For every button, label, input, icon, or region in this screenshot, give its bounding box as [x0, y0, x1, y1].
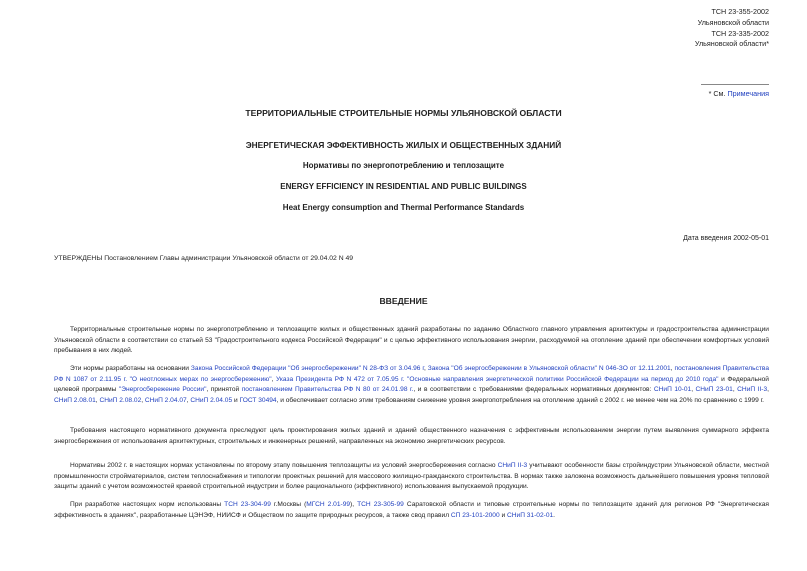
paragraph-text: и Федеральной целевой программы: [54, 375, 769, 394]
reference-link[interactable]: Указа Президента РФ N 472 от 7.05.95 г. "Основные направления энергетической политики Российской Федерации на период до 2010 года": [275, 375, 719, 383]
reference-link[interactable]: СНиП 10-01: [653, 386, 692, 394]
reference-link[interactable]: Закона Российской Федерации "Об энергосбережении" N 28-ФЗ от 3.04.96 г: [190, 365, 425, 372]
paragraph-text: ),: [350, 501, 358, 508]
paragraph-text: ,: [424, 365, 428, 372]
paragraph-text: ,: [732, 386, 738, 394]
paragraph-text: и: [499, 511, 507, 519]
paragraph-text: ,: [767, 386, 769, 394]
paragraph-text: г.Москвы (: [270, 501, 307, 508]
paragraph-text: ,: [95, 397, 100, 405]
footnote: [709, 89, 769, 98]
paragraph-text: Саратовской области и типовые строительные нормы по теплозащите зданий для регионов РФ "Энергетическая эффективность в зданиях", разработанные ЦЭНЭФ, НИИСФ и Обществом по защите природных ресурсов, а также свод правил: [54, 501, 769, 519]
paragraph-text: и: [232, 397, 240, 405]
paragraph-4: [54, 461, 769, 493]
document-codes: [695, 7, 769, 50]
notes-link[interactable]: Примечания: [727, 89, 769, 98]
reference-link[interactable]: ГОСТ 30494: [239, 397, 277, 405]
approval-line: УТВЕРЖДЕНЫ Постановлением Главы администрации Ульяновской области от 29.04.02 N 49: [54, 255, 354, 262]
reference-link[interactable]: СНиП 2.04.05: [190, 397, 233, 405]
document-title-en: ENERGY EFFICIENCY IN RESIDENTIAL AND PUBLIC BUILDINGS: [280, 182, 527, 191]
paragraph-1: Территориальные строительные нормы по энергопотреблению и теплозащите жилых и общественных зданий разработаны по заданию Областного главного управления архитектуры и градостроительства администрации Ульяновской области в соответствии со статьей 53 "Градостроительного кодекса Российской Федерации" и с целью эффективного использования энергии, расходуемой на отопление зданий при обеспечении комфортных условий пребывания в них людей.: [54, 326, 769, 355]
reference-link[interactable]: СП 23-101-2000: [450, 511, 500, 519]
paragraph-text: ,: [670, 365, 675, 372]
reference-link[interactable]: "Энергосбережение России": [118, 386, 207, 394]
reference-link[interactable]: СНиП 2.04.07: [144, 397, 187, 405]
footnote-text: * См.: [708, 89, 726, 98]
section-heading: ВВЕДЕНИЕ: [379, 296, 428, 306]
reference-link[interactable]: СНиП II-3: [737, 386, 768, 394]
reference-link[interactable]: СНиП 31-02-01: [506, 511, 554, 519]
reference-link[interactable]: ТСН 23-304-99: [224, 501, 271, 508]
paragraph-text: Эти нормы разработаны на основании: [70, 365, 191, 372]
code-line: Ульяновской области*: [694, 39, 769, 49]
footnote-divider: [701, 84, 769, 85]
page-title: ТЕРРИТОРИАЛЬНЫЕ СТРОИТЕЛЬНЫЕ НОРМЫ УЛЬЯНОВСКОЙ ОБЛАСТИ: [245, 108, 562, 118]
reference-link[interactable]: постановления Правительства РФ N 1087 от 2.11.95 г. "О неотложных мерах по энергосбережению": [54, 365, 769, 383]
reference-link[interactable]: постановлением Правительства РФ N 80 от 24.01.98 г.: [241, 386, 414, 394]
reference-link[interactable]: Закона "Об энергосбережении в Ульяновской области" N 046-ЗО от 12.11.2001: [427, 365, 671, 372]
paragraph-text: ,: [271, 375, 276, 383]
reference-link[interactable]: МГСН 2.01-99: [306, 501, 351, 508]
paragraph-5: [54, 500, 769, 521]
document-subtitle-en: Heat Energy consumption and Thermal Performance Standards: [282, 203, 525, 212]
effective-date: Дата введения 2002-05-01: [683, 235, 769, 242]
code-line: ТСН 23-335-2002: [711, 28, 769, 38]
paragraph-text: учитывают особенности базы стройиндустрии Ульяновской области, местной промышленности стройматериалов, систем теплоснабжения и типологии проектных решений для массового жилищно-гражданского строительства. В нормах также заложена возможность дальнейшего повышения уровня тепловой защиты зданий с учетом возможностей краевой строительной индустрии и более рационального (эффективного) использования выпускаемой продукции.: [54, 462, 769, 491]
reference-link[interactable]: СНиП II-3: [497, 462, 528, 469]
code-line: Ульяновской области: [697, 17, 769, 27]
code-line: ТСН 23-355-2002: [711, 7, 769, 16]
reference-link[interactable]: СНиП 2.08.01: [54, 397, 96, 405]
paragraph-text: .: [553, 511, 556, 519]
reference-link[interactable]: СНиП 23-01: [695, 386, 733, 394]
paragraph-text: , и в соответствии с требованиями федеральных нормативных документов:: [413, 386, 654, 394]
paragraph-text: ,: [141, 397, 145, 405]
paragraph-text: ,: [691, 386, 696, 394]
paragraph-2: [54, 364, 769, 407]
paragraph-text: , и обеспечивает согласно этим требованиям снижение уровня энергопотребления на отопление зданий с 2002 г. не менее чем на 20% по сравнению с 1999 г.: [276, 397, 765, 405]
document-subtitle: Нормативы по энергопотреблению и теплозащите: [302, 161, 505, 170]
paragraph-3: Требования настоящего нормативного документа преследуют цель проектирования жилых зданий и зданий общественного назначения с эффективным использованием энергии путем выявления суммарного эффекта энергосбережения от использования архитектурных, строительных и инженерных решений, направленных на экономию энергетических ресурсов.: [54, 427, 769, 445]
reference-link[interactable]: СНиП 2.08.02: [99, 397, 142, 405]
paragraph-text: При разработке настоящих норм использованы: [70, 501, 225, 508]
paragraph-text: Нормативы 2002 г. в настоящих нормах установлены по второму этапу повышения теплозащиты из условий энергосбережения согласно: [70, 462, 498, 469]
paragraph-text: ,: [186, 397, 191, 405]
reference-link[interactable]: ТСН 23-305-99: [357, 501, 404, 508]
paragraph-text: , принятой: [206, 386, 242, 394]
document-title: ЭНЕРГЕТИЧЕСКАЯ ЭФФЕКТИВНОСТЬ ЖИЛЫХ И ОБЩЕСТВЕННЫХ ЗДАНИЙ: [245, 140, 562, 150]
